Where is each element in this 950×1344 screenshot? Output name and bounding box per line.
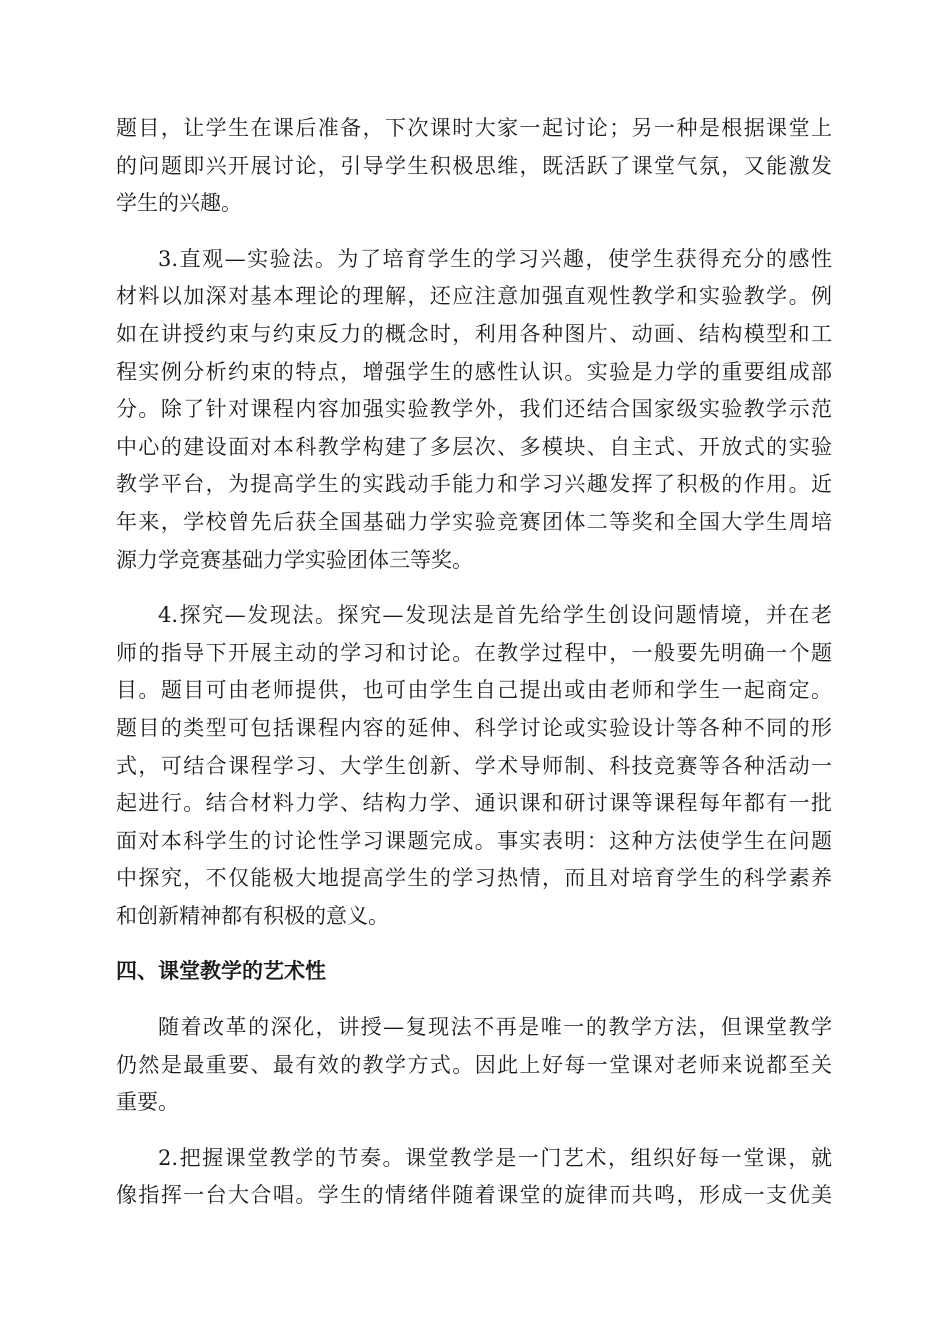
text-line: 学生的兴趣。: [116, 191, 242, 216]
text-line: 的问题即兴开展讨论，引导学生积极思维，既活跃了课堂气氛，又能激发: [116, 153, 832, 178]
paragraph-intuitive-experiment-method: [116, 241, 832, 579]
text-line: 题目的类型可包括课程内容的延伸、科学讨论或实验设计等各种不同的形: [116, 715, 832, 740]
text-line: 目。题目可由老师提供，也可由学生自己提出或由老师和学生一起商定。: [116, 678, 832, 703]
paragraph-reform-intro: [116, 1009, 832, 1122]
text-line: 随着改革的深化，讲授—复现法不再是唯一的教学方法，但课堂教学: [158, 1015, 832, 1040]
text-line: 3.直观—实验法。为了培育学生的学习兴趣，使学生获得充分的感性: [158, 246, 832, 271]
text-line: 程实例分析约束的特点，增强学生的感性认识。实验是力学的重要组成部: [116, 359, 832, 384]
text-line: 仍然是最重要、最有效的教学方式。因此上好每一堂课对老师来说都至关: [116, 1052, 832, 1077]
text-line: 式，可结合课程学习、大学生创新、学术导师制、科技竞赛等各种活动一: [116, 753, 832, 778]
text-line: 中探究，不仅能极大地提高学生的学习热情，而且对培育学生的科学素养: [116, 866, 832, 891]
text-line: 4.探究—发现法。探究—发现法是首先给学生创设问题情境，并在老: [158, 603, 832, 628]
document-page: [116, 110, 832, 1233]
text-line: 重要。: [116, 1090, 179, 1115]
text-line: 和创新精神都有积极的意义。: [116, 903, 389, 928]
text-line: 中心的建设面对本科教学构建了多层次、多模块、自主式、开放式的实验: [116, 434, 832, 459]
text-line: 材料以加深对基本理论的理解，还应注意加强直观性教学和实验教学。例: [116, 284, 832, 309]
text-line: 师的指导下开展主动的学习和讨论。在教学过程中，一般要先明确一个题: [116, 640, 832, 665]
text-line: 题目，让学生在课后准备，下次课时大家一起讨论；另一种是根据课堂上: [116, 116, 832, 140]
text-line: 面对本科学生的讨论性学习课题完成。事实表明：这种方法使学生在问题: [116, 828, 832, 853]
paragraph-discussion-continued: [116, 110, 832, 223]
section-heading: 四、课堂教学的艺术性: [116, 959, 326, 984]
paragraph-inquiry-discovery-method: [116, 597, 832, 935]
text-line: 教学平台，为提高学生的实践动手能力和学习兴趣发挥了积极的作用。近: [116, 472, 832, 497]
text-line: 如在讲授约束与约束反力的概念时，利用各种图片、动画、结构模型和工: [116, 321, 832, 346]
text-line: 像指挥一台大合唱。学生的情绪伴随着课堂的旋律而共鸣，形成一支优美: [116, 1183, 832, 1208]
text-line: 年来，学校曾先后获全国基础力学实验竞赛团体二等奖和全国大学生周培: [116, 509, 832, 534]
text-line: 起进行。结合材料力学、结构力学、通识课和研讨课等课程每年都有一批: [116, 791, 832, 816]
text-line: 分。除了针对课程内容加强实验教学外，我们还结合国家级实验教学示范: [116, 397, 832, 422]
text-line: 2.把握课堂教学的节奏。课堂教学是一门艺术，组织好每一堂课，就: [158, 1145, 832, 1170]
text-line: 源力学竞赛基础力学实验团体三等奖。: [116, 547, 473, 572]
paragraph-classroom-rhythm: [116, 1140, 832, 1215]
